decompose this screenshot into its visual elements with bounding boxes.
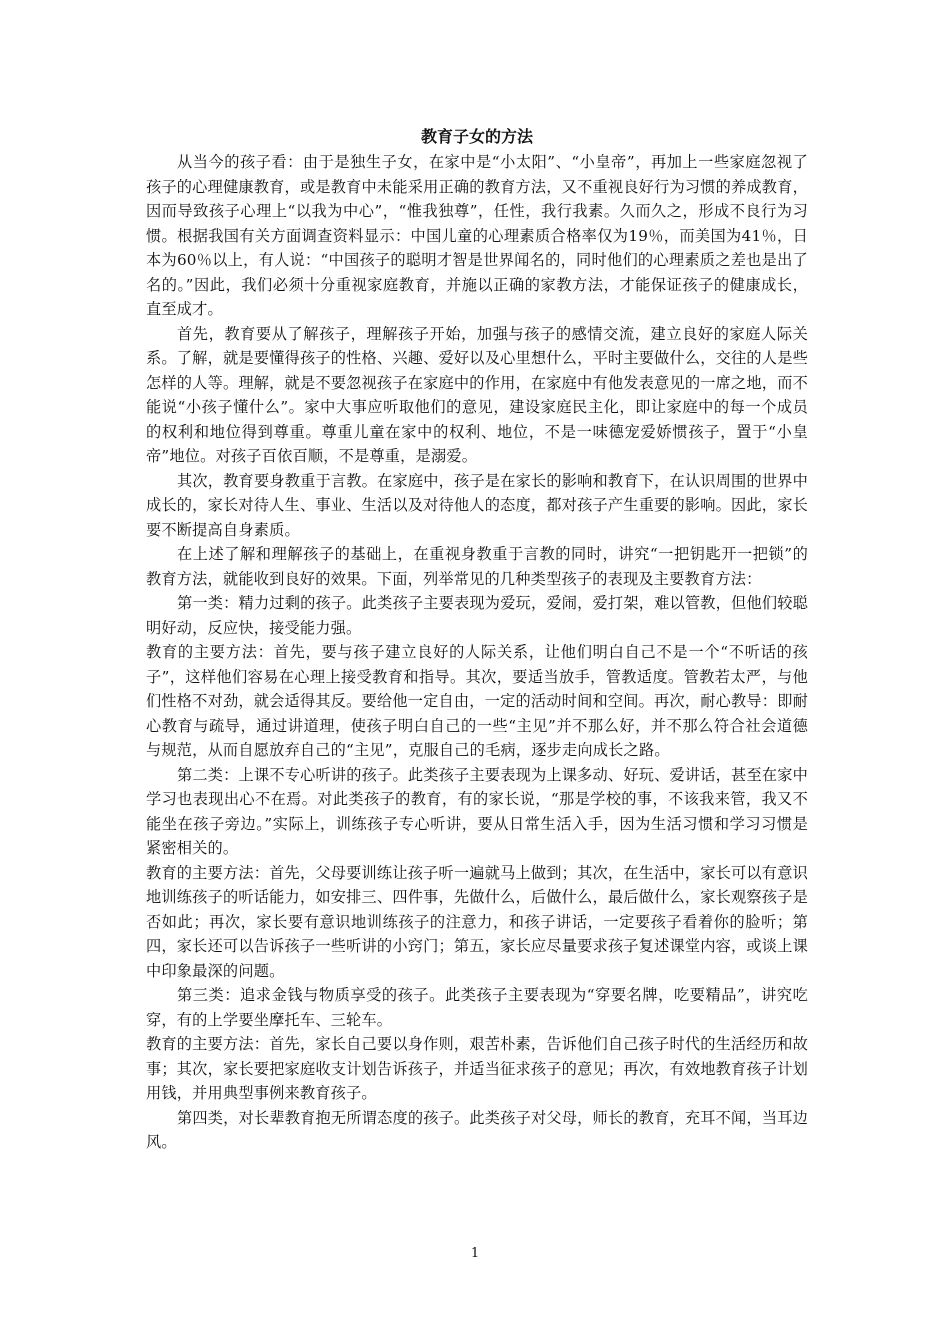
paragraph-type-four: 第四类，对长辈教育抱无所谓态度的孩子。此类孩子对父母，师长的教育，充耳不闻，当耳边风。 xyxy=(146,1108,808,1151)
paragraph-understand-children: 首先，教育要从了解孩子，理解孩子开始，加强与孩子的感情交流，建立良好的家庭人际关系。了解，就是要懂得孩子的性格、兴趣、爱好以及心里想什么，平时主要做什么，交往的人是些怎样的人等。理解，就是不要忽视孩子在家庭中的作用，在家庭中有他发表意见的一席之地，而不能说“小孩子懂什么”。家中大事应听取他们的意见，建设家庭民主化，即让家庭中的每一个成员的权利和地位得到尊重。尊重儿童在家中的权利、地位，不是一味德宠爱娇惯孩子，置于“小皇帝”地位。对孩子百依百顺，不是尊重，是溺爱。 xyxy=(146,324,808,465)
document-page xyxy=(146,124,808,1155)
paragraph-type-two: 第二类：上课不专心听讲的孩子。此类孩子主要表现为上课多动、好玩、爱讲话，甚至在家中学习也表现出心不在焉。对此类孩子的教育，有的家长说，“那是学校的事，不该我来管，我又不能坐在孩子旁边。”实际上，训练孩子专心听讲，要从日常生活入手，因为生活习惯和学习习惯是紧密相关的。 xyxy=(146,765,808,857)
paragraph-type-one-methods: 教育的主要方法：首先，要与孩子建立良好的人际关系，让他们明白自己不是一个“不听话的孩子”，这样他们容易在心理上接受教育和指导。其次，要适当放手，管教适度。管教若太严，与他们性格不对劲，就会适得其反。要给他一定自由，一定的活动时间和空间。再次，耐心教导：即耐心教育与疏导，通过讲道理，使孩子明白自己的一些“主见”并不那么好，并不那么符合社会道德与规范，从而自愿放弃自己的“主见”，克服自己的毛病，逐步走向成长之路。 xyxy=(146,643,808,759)
paragraph-intro: 从当今的孩子看：由于是独生子女，在家中是“小太阳”、“小皇帝”，再加上一些家庭忽视了孩子的心理健康教育，或是教育中未能采用正确的教育方法，又不重视良好行为习惯的养成教育，因而导致孩子心理上“以我为中心”，“惟我独尊”，任性，我行我素。久而久之，形成不良行为习惯。根据我国有关方面调查资料显示：中国儿童的心理素质合格率仅为19％，而美国为41％，日本为60％以上，有人说：“中国孩子的聪明才智是世界闻名的，同时他们的心理素质之差也是出了名的。”因此，我们必须十分重视家庭教育，并施以正确的家教方法，才能保证孩子的健康成长，直至成才。 xyxy=(146,153,808,318)
paragraph-type-three: 第三类：追求金钱与物质享受的孩子。此类孩子主要表现为“穿要名牌，吃要精品”，讲究吃穿，有的上学要坐摩托车、三轮车。 xyxy=(146,986,808,1029)
paragraph-type-three-methods: 教育的主要方法：首先，家长自己要以身作则，艰苦朴素，告诉他们自己孩子时代的生活经历和故事；其次，家长要把家庭收支计划告诉孩子，并适当征求孩子的意见；再次，有效地教育孩子计划用钱，并用典型事例来教育孩子。 xyxy=(146,1035,808,1102)
paragraph-lead-by-example: 其次，教育要身教重于言教。在家庭中，孩子是在家长的影响和教育下，在认识周围的世界中成长的，家长对待人生、事业、生活以及对待他人的态度，都对孩子产生重要的影响。因此，家长要不断提高自身素质。 xyxy=(146,471,808,539)
document-title: 教育子女的方法 xyxy=(420,127,533,146)
page-number: 1 xyxy=(470,1246,480,1261)
paragraph-type-two-methods: 教育的主要方法：首先，父母要训练让孩子听一遍就马上做到；其次，在生活中，家长可以有意识地训练孩子的听话能力，如安排三、四件事，先做什么，后做什么，最后做什么，家长观察孩子是否如此；再次，家长要有意识地训练孩子的注意力，和孩子讲话，一定要孩子看着你的脸听；第四，家长还可以告诉孩子一些听讲的小窍门；第五，家长应尽量要求孩子复述课堂内容，或谈上课中印象最深的问题。 xyxy=(146,863,808,980)
paragraph-type-one: 第一类：精力过剩的孩子。此类孩子主要表现为爱玩，爱闹，爱打架，难以管教，但他们较聪明好动，反应快，接受能力强。 xyxy=(146,594,808,637)
paragraph-methods-intro: 在上述了解和理解孩子的基础上，在重视身教重于言教的同时，讲究“一把钥匙开一把锁”的教育方法，就能收到良好的效果。下面，列举常见的几种类型孩子的表现及主要教育方法： xyxy=(146,545,808,588)
